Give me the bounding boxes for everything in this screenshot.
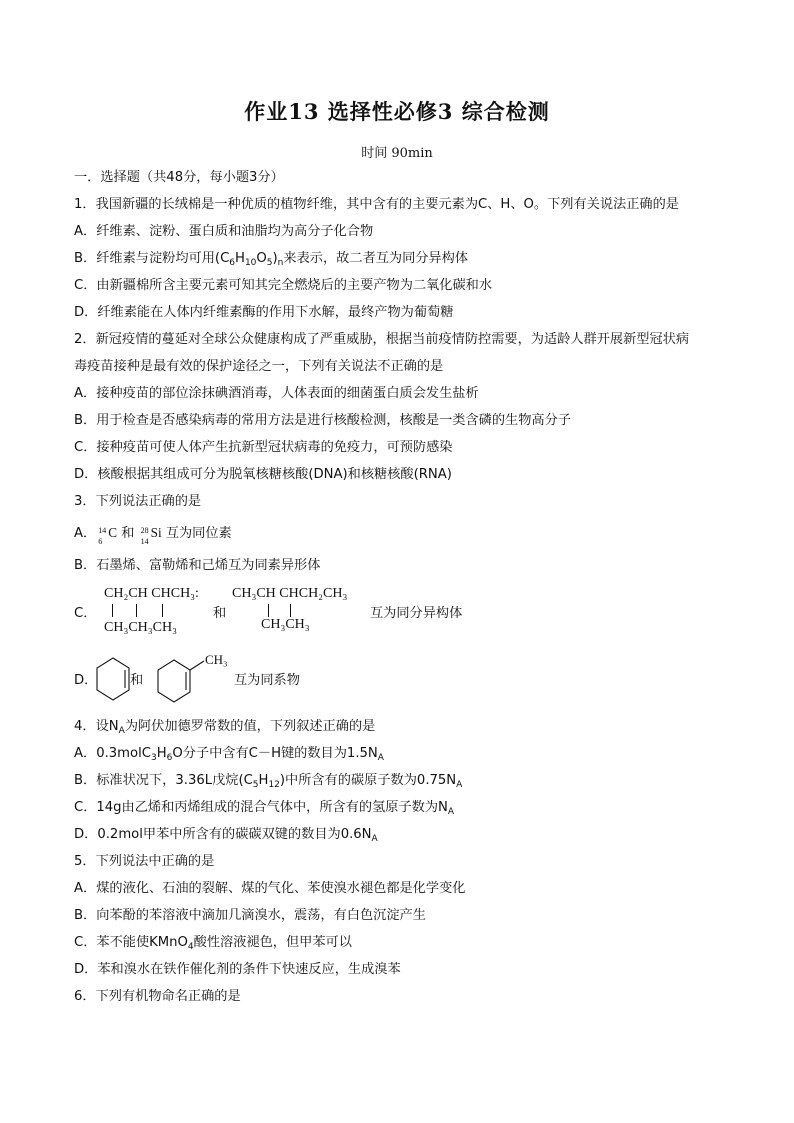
q3-stem: 3．下列说法正确的是 xyxy=(74,494,202,509)
q5-option-c: C．苯不能使KMnO$_4$酸性溶液褪色，但甲苯可以 xyxy=(74,935,352,952)
silicon-isotope-numbers: 28 14 xyxy=(140,526,149,546)
time-limit: 时间 90min xyxy=(361,146,433,161)
q3-option-a: A． 14 6 C 和 28 14 Si 互为同位素 xyxy=(74,525,232,546)
q4-option-a: A．$0.3molC_3H_6O$分子中含有C－H键的数目为$1.5N_A$ xyxy=(74,746,384,763)
q5-stem: 5．下列说法中正确的是 xyxy=(74,854,215,869)
q2-option-b: B．用于检查是否感染病毒的常用方法是进行核酸检测，核酸是一类含磷的生物高分子 xyxy=(74,413,571,428)
q1-stem: 1．我国新疆的长绒棉是一种优质的植物纤维，其中含有的主要元素为C、H、O。下列有关说法正确的是 xyxy=(74,197,679,212)
q3-option-d-label: D． xyxy=(74,673,98,688)
q5-option-a: A．煤的液化、石油的裂解、煤的气化、苯使溴水褪色都是化学变化 xyxy=(74,881,466,896)
q3-option-d-conclusion: 互为同系物 xyxy=(234,673,300,688)
q3-option-b: B．石墨烯、富勒烯和己烯互为同素异形体 xyxy=(74,558,321,573)
q6-stem: 6．下列有机物命名正确的是 xyxy=(74,989,241,1004)
q3-option-c-and: 和 xyxy=(213,606,227,621)
bond-line xyxy=(290,604,291,617)
bond-line xyxy=(162,604,163,617)
section-heading: 一．选择题（共48分，每小题3分） xyxy=(74,170,284,185)
q4-option-c: C．14g由乙烯和丙烯组成的混合气体中，所含有的氢原子数为$N_A$ xyxy=(74,800,455,817)
q2-stem-line1: 2．新冠疫情的蔓延对全球公众健康构成了严重威胁，根据当前疫情防控需要，为适龄人群开展新型冠状病 xyxy=(74,332,690,347)
worksheet-page: 作业13 选择性必修3 综合检测 时间 90min 一．选择题（共48分，每小题3分） 1．我国新疆的长绒棉是一种优质的植物纤维，其中含有的主要元素为C、H、O。下列有关说法正确的是 A．纤维素、淀粉、蛋白质和油脂均为高分子化合物 B．纤维素与淀粉均可用$(C_6H_{10}O_5)_n$来表示，故二者互为同分异构体 C．由新疆棉所含主要元素可知其完全燃烧后的主要产物为二氧化碳和水 D．纤维素能在人体内纤维素酶的作用下水解，最终产物为葡萄糖 2．新冠疫情的蔓延对全球公众健康构成了严重威胁，根据当前疫情防控需要，为适龄人群开展新型冠状病 毒疫苗接种是最有效的保护途径之一，下列有关说法不正确的是 A．接种疫苗的部位涂抹碘酒消毒，人体表面的细菌蛋白质会发生盐析 B．用于检查是否感染病毒的常用方法是进行核酸检测，核酸是一类含磷的生物高分子 C．接种疫苗可使人体产生抗新型冠状病毒的免疫力，可预防感染 D．核酸根据其组成可分为脱氧核糖核酸(DNA)和核糖核酸(RNA) 3．下列说法正确的是 A． 14 6 C 和 28 14 Si 互为同位素 B．石墨烯、富勒烯和己烯互为同素异形体 C． CH₂CH CHCH₃: CH₃CH₃CH₃ 和 CH₃CH CHCH₂CH₃ CH₃CH₃ 互为同分异构体 D． 和 CH₃ 互为同系物 4．设$N_A$为阿伏加德罗常数的值，下列叙述正确的是 A．$0.3molC_3H_6O$分子中含有C－H键的数目为$1.5N_A$ B．标准状况下，3.36L戊烷$(C_5H_{12})$中所含有的碳原子数为$0.75N_A$ C．14g由乙烯和丙烯组成的混合气体中，所含有的氢原子数为$N_A$ D．0.2mol甲苯中所含有的碳碳双键的数目为$0.6N_A$ 5．下列说法中正确的是 A．煤的液化、石油的裂解、煤的气化、苯使溴水褪色都是化学变化 B．向苯酚的苯溶液中滴加几滴溴水，震荡，有白色沉淀产生 C．苯不能使KMnO$_4$酸性溶液褪色，但甲苯可以 D．苯和溴水在铁作催化剂的条件下快速反应，生成溴苯 6．下列有机物命名正确的是 xyxy=(0,0,794,1123)
q2-option-a: A．接种疫苗的部位涂抹碘酒消毒，人体表面的细菌蛋白质会发生盐析 xyxy=(74,386,479,401)
bond-line xyxy=(268,604,269,617)
q5-option-d: D．苯和溴水在铁作催化剂的条件下快速反应，生成溴苯 xyxy=(74,962,401,977)
page-title: 作业13 选择性必修3 综合检测 xyxy=(244,99,550,124)
methyl-group-label: CH₃ xyxy=(205,652,228,667)
q4-stem: 4．设$N_A$为阿伏加德罗常数的值，下列叙述正确的是 xyxy=(74,719,376,736)
q4-option-b: B．标准状况下，3.36L戊烷$(C_5H_{12})$中所含有的碳原子数为$0.75N_A$ xyxy=(74,773,463,790)
q3-option-c-label: C． xyxy=(74,606,97,621)
q5-option-b: B．向苯酚的苯溶液中滴加几滴溴水，震荡，有白色沉淀产生 xyxy=(74,908,426,923)
q2-stem-line2: 毒疫苗接种是最有效的保护途径之一，下列有关说法不正确的是 xyxy=(74,359,444,374)
q2-option-d: D．核酸根据其组成可分为脱氧核糖核酸(DNA)和核糖核酸(RNA) xyxy=(74,467,452,482)
q3-option-c-conclusion: 互为同分异构体 xyxy=(370,606,463,621)
q3-option-d-and: 和 xyxy=(130,673,144,688)
q1-option-d: D．纤维素能在人体内纤维素酶的作用下水解，最终产物为葡萄糖 xyxy=(74,305,454,320)
bond-line xyxy=(136,604,137,617)
q1-option-c: C．由新疆棉所含主要元素可知其完全燃烧后的主要产物为二氧化碳和水 xyxy=(74,278,493,293)
carbon-isotope-numbers: 14 6 xyxy=(98,526,107,546)
bond-line xyxy=(112,604,113,617)
q1-option-b: B．纤维素与淀粉均可用$(C_6H_{10}O_5)_n$来表示，故二者互为同分异构体 xyxy=(74,251,469,268)
benzene-ring-icon xyxy=(94,656,132,702)
q2-option-c: C．接种疫苗可使人体产生抗新型冠状病毒的免疫力，可预防感染 xyxy=(74,440,453,455)
q1-option-a: A．纤维素、淀粉、蛋白质和油脂均为高分子化合物 xyxy=(74,224,374,239)
toluene-ring-icon xyxy=(154,652,208,704)
q4-option-d: D．0.2mol甲苯中所含有的碳碳双键的数目为$0.6N_A$ xyxy=(74,827,378,844)
